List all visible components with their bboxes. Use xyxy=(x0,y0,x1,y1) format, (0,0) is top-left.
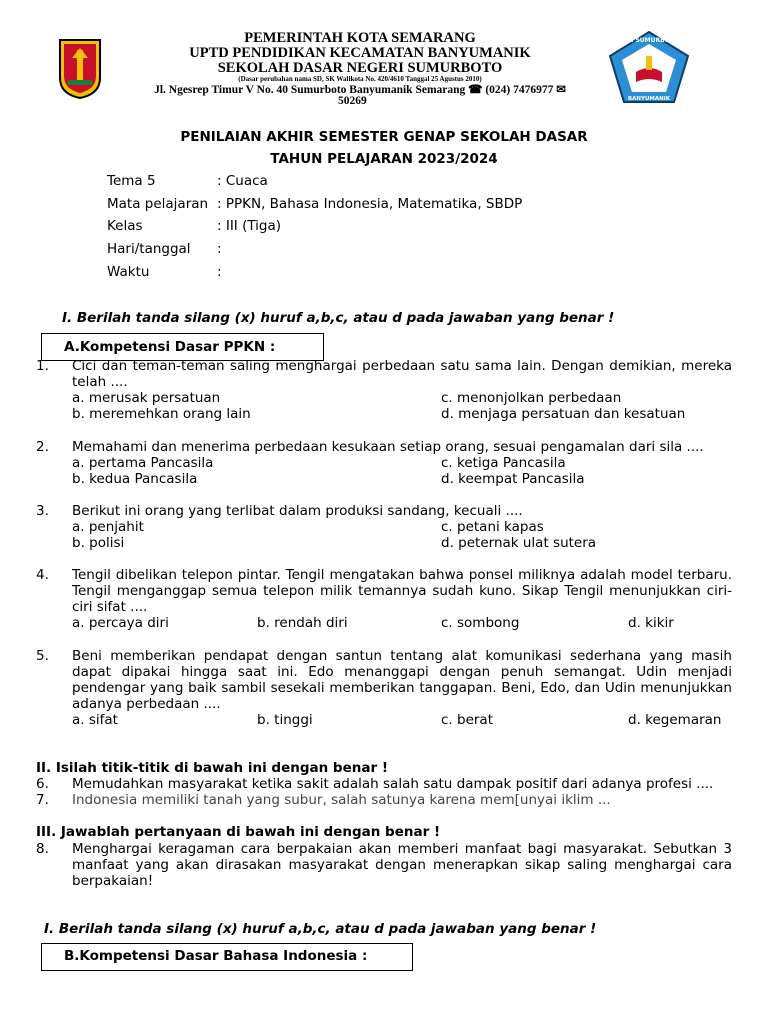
q6-number: 6. xyxy=(36,776,49,792)
meta-value-mapel: : PPKN, Bahasa Indonesia, Matematika, SBDP xyxy=(217,196,523,212)
q2-option-a: a. pertama Pancasila xyxy=(72,455,214,471)
q8-number: 8. xyxy=(36,841,49,857)
q7-number: 7. xyxy=(36,792,49,808)
header-postcode: 50269 xyxy=(338,95,367,107)
q4-option-c: c. sombong xyxy=(441,615,520,631)
exam-title: PENILAIAN AKHIR SEMESTER GENAP SEKOLAH DASAR xyxy=(180,129,588,145)
q3-text: Berikut ini orang yang terlibat dalam produksi sandang, kecuali .... xyxy=(72,503,523,519)
q5-option-a: a. sifat xyxy=(72,712,118,728)
q4-text: Tengil dibelikan telepon pintar. Tengil mengatakan bahwa ponsel miliknya adalah model terbaru. Tengil menganggap semua telepon milik temannya sudah kuno. Sikap Tengil menunjukkan ciri-ciri sifat .... xyxy=(72,567,732,615)
q5-text: Beni memberikan pendapat dengan santun tentang alat komunikasi sederhana yang masih dapat dipakai hingga saat ini. Edo menanggapi dengan penuh semangat. Udin menjadi pendengar yang baik sambil sesekali memberikan tanggapan. Beni, Edo, dan Udin menunjukkan adanya perbedaan .... xyxy=(72,648,732,712)
q4-option-b: b. rendah diri xyxy=(257,615,348,631)
q1-option-b: b. meremehkan orang lain xyxy=(72,406,251,422)
q8-text: Menghargai keragaman cara berpakaian akan memberi manfaat bagi masyarakat. Sebutkan 3 manfaat yang akan dirasakan masyarakat dengan menerapkan sikap saling menghargai cara berpakaian! xyxy=(72,841,732,889)
q5-option-b: b. tinggi xyxy=(257,712,313,728)
q3-option-a: a. penjahit xyxy=(72,519,144,535)
q2-number: 2. xyxy=(36,439,49,455)
meta-value-kelas: : III (Tiga) xyxy=(217,218,282,234)
q4-option-d: d. kikir xyxy=(628,615,674,631)
meta-value-waktu: : xyxy=(217,264,222,280)
q2-option-c: c. ketiga Pancasila xyxy=(441,455,566,471)
svg-text:SDN SUMURBOTO: SDN SUMURBOTO xyxy=(619,37,679,44)
city-emblem-icon xyxy=(58,38,102,100)
q5-option-c: c. berat xyxy=(441,712,493,728)
q1-number: 1. xyxy=(36,358,49,374)
q2-text: Memahami dan menerima perbedaan kesukaan setiap orang, sesuai pengamalan dari sila .... xyxy=(72,439,704,455)
meta-value-hari: : xyxy=(217,241,222,257)
q7-text: Indonesia memiliki tanah yang subur, salah satunya karena mem[unyai iklim ... xyxy=(72,792,611,808)
svg-text:BANYUMANIK: BANYUMANIK xyxy=(627,96,671,102)
header-line-2: UPTD PENDIDIKAN KECAMATAN BANYUMANIK xyxy=(189,45,531,61)
section-1-box: A.Kompetensi Dasar PPKN : xyxy=(41,333,324,361)
q3-number: 3. xyxy=(36,503,49,519)
header-line-4: (Dasar perubahan nama SD, SK Walikota No. 420/4610 Tanggal 25 Agustus 2010) xyxy=(238,75,482,83)
meta-label-tema: Tema 5 xyxy=(107,173,156,189)
section-2-heading: II. Isilah titik-titik di bawah ini dengan benar ! xyxy=(36,760,388,776)
header-line-3: SEKOLAH DASAR NEGERI SUMURBOTO xyxy=(217,60,503,76)
q3-option-b: b. polisi xyxy=(72,535,125,551)
exam-year: TAHUN PELAJARAN 2023/2024 xyxy=(270,151,498,167)
q2-option-b: b. kedua Pancasila xyxy=(72,471,198,487)
q5-number: 5. xyxy=(36,648,49,664)
q1-option-c: c. menonjolkan perbedaan xyxy=(441,390,622,406)
header-line-1: PEMERINTAH KOTA SEMARANG xyxy=(244,30,476,46)
header-address: Jl. Ngesrep Timur V No. 40 Sumurboto Banyumanik Semarang ☎ (024) 7476977 ✉ xyxy=(154,84,566,96)
q4-option-a: a. percaya diri xyxy=(72,615,169,631)
meta-label-hari: Hari/tanggal xyxy=(107,241,191,257)
q1-option-d: d. menjaga persatuan dan kesatuan xyxy=(441,406,686,422)
section-3-heading: III. Jawablah pertanyaan di bawah ini dengan benar ! xyxy=(36,824,441,840)
q6-text: Memudahkan masyarakat ketika sakit adalah salah satu dampak positif dari adanya profesi .... xyxy=(72,776,714,792)
q1-option-a: a. merusak persatuan xyxy=(72,390,221,406)
q5-option-d: d. kegemaran xyxy=(628,712,722,728)
school-logo-icon xyxy=(608,30,690,104)
q3-option-c: c. petani kapas xyxy=(441,519,544,535)
meta-value-tema: : Cuaca xyxy=(217,173,268,189)
meta-label-mapel: Mata pelajaran xyxy=(107,196,209,212)
section-1-instruction: I. Berilah tanda silang (x) huruf a,b,c, atau d pada jawaban yang benar ! xyxy=(62,310,615,326)
meta-label-kelas: Kelas xyxy=(107,218,143,234)
q2-option-d: d. keempat Pancasila xyxy=(441,471,585,487)
q1-text: Cici dan teman-teman saling menghargai perbedaan satu sama lain. Dengan demikian, mereka telah .... xyxy=(72,358,732,390)
q3-option-d: d. peternak ulat sutera xyxy=(441,535,597,551)
meta-label-waktu: Waktu xyxy=(107,264,150,280)
q4-number: 4. xyxy=(36,567,49,583)
section-4-instruction: I. Berilah tanda silang (x) huruf a,b,c, atau d pada jawaban yang benar ! xyxy=(44,921,597,937)
section-4-box: B.Kompetensi Dasar Bahasa Indonesia : xyxy=(41,943,413,971)
